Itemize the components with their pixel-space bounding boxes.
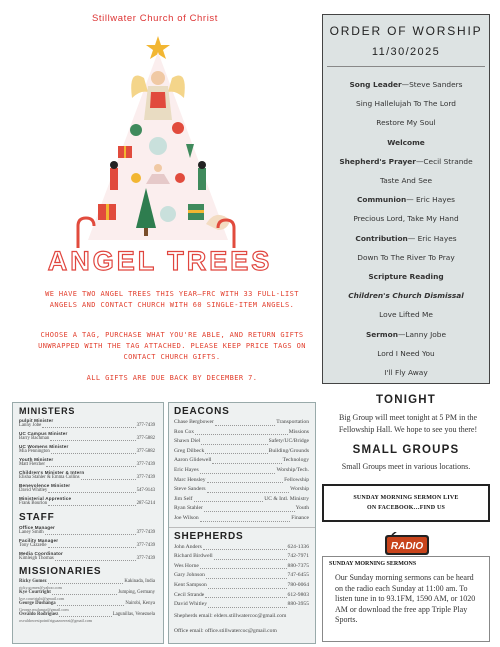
shepherd-row: Kent Sampson 780-0064 [174, 581, 309, 588]
minister-row: Frank Bourlon 287-5214 [19, 501, 155, 506]
worship-item: Welcome [387, 137, 425, 147]
deacon-row: Steve Sanders Worship [174, 486, 309, 493]
deacons-heading: DEACONS [174, 406, 230, 417]
divider [327, 66, 485, 67]
svg-text:RADIO: RADIO [390, 541, 424, 552]
staff-role: Facility Manager [19, 538, 59, 543]
worship-item: Love Lifted Me [379, 310, 433, 320]
office-email: Office email: office.stillwatercoc@gmail.com [174, 628, 277, 635]
minister-role: UC Campus Minister [19, 431, 68, 436]
order-of-worship-title: ORDER OF WORSHIP [329, 24, 483, 38]
deacon-row: Aaron Glidewell Technology [174, 457, 309, 464]
small-groups-heading: SMALL GROUPS [352, 444, 460, 456]
worship-item: Children's Church Dismissal [348, 291, 464, 301]
shepherd-row: Richard Birdwell 742-7971 [174, 553, 309, 560]
ministers-heading: MINISTERS [19, 406, 76, 416]
deacons-shepherds-panel [168, 402, 316, 644]
missionary-row: Ricky Gomez Kakinada, India [19, 579, 155, 584]
angel-trees-paragraph-1: WE HAVE TWO ANGEL TREES THIS YEAR—FRC WITH 33 FULL-LIST ANGELS AND CONTACT CHURCH WITH 60 SINGLE-ITEM ANGELS. [45, 290, 299, 309]
minister-role: Children's Minister & Intern [19, 470, 85, 475]
tonight-heading: TONIGHT [376, 394, 436, 406]
angel-trees-title: ANGEL TREES [47, 246, 273, 276]
minister-row: Matt Fletcher 377-7439 [19, 462, 155, 467]
worship-item: Scripture Reading [368, 272, 444, 282]
radio-sermon-box [322, 556, 490, 642]
minister-row: Barry Bachman 377-5882 [19, 436, 155, 441]
minister-role: Benevolence Minister [19, 483, 71, 488]
radio-sermon-text: Our Sunday morning sermons can be heard on the radio each Sunday at 11:00 am. To listen tune in to 93.1FM, 1590 AM, or 1020 AM or download the free app Triple Play Sports. [335, 573, 476, 624]
shepherd-row: John Anders 624-1336 [174, 543, 309, 550]
deacon-row: Shawn Diel Safety/UC/Bridge [174, 438, 309, 445]
small-groups-text: Small Groups meet in various locations. [341, 462, 471, 471]
minister-role: Youth Minister [19, 457, 54, 462]
ministers-staff-panel [12, 402, 164, 644]
deacon-row: Marc Hensley Fellowship [174, 476, 309, 483]
staff-row: Kimleigh Thomas 377-7439 [19, 556, 155, 561]
deacon-row: Ryan Stahler Youth [174, 505, 309, 512]
church-name: Stillwater Church of Christ [91, 13, 218, 24]
shepherd-row: David Whitley 880-3955 [174, 601, 309, 608]
worship-item: Sing Hallelujah To The Lord [356, 99, 456, 109]
staff-role: Office Manager [19, 525, 55, 530]
shepherds-email: Shepherds email: elders.stillwatercoc@gmail.com [174, 612, 287, 619]
shepherd-row: Gary Johnson 747-6455 [174, 572, 309, 579]
worship-item: Song Leader—Steve Sanders [349, 80, 463, 89]
minister-role: pulpit Minister [19, 418, 54, 423]
missionary-row: Osvaldo Rodriguez Lagunillas, Venezuela [19, 612, 155, 617]
staff-row: Laney Smith 377-7439 [19, 530, 155, 535]
facebook-live-line-2: ON FACEBOOK…FIND US [366, 505, 446, 511]
worship-item: I'll Fly Away [384, 368, 428, 378]
deacon-row: Chase Bergbower Transportation [174, 419, 309, 425]
angel-trees-paragraph-3: ALL GIFTS ARE DUE BACK BY DECEMBER 7. [86, 374, 258, 382]
missionary-email: ricky.gomez@yahoo.com [19, 585, 62, 590]
deacon-row: Greg Dilbeck Building/Grounds [174, 447, 309, 454]
facebook-live-box [322, 484, 490, 522]
missionary-email: kye.courtright@gmail.com [19, 596, 65, 601]
radio-sermon-heading: SUNDAY MORNING SERMONS [329, 561, 417, 567]
missionary-row: George Dushanga Nairobi, Kenya [19, 601, 155, 606]
missionary-email: George.mulunga@gmail.com [19, 607, 69, 612]
shepherd-row: Cecil Strande 612-9803 [174, 591, 309, 598]
shepherd-row: Wes Horne 880-7375 [174, 562, 309, 569]
staff-role: Media Coordinator [19, 551, 63, 556]
deacon-row: Ron Cox Missions [174, 428, 309, 435]
angel-tree-illustration [48, 28, 268, 256]
worship-item: Restore My Soul [376, 118, 436, 128]
minister-row: Lanny Jobe 377-7439 [19, 423, 155, 428]
worship-item: Down To The River To Pray [357, 252, 455, 262]
minister-role: UC Womens Minister [19, 444, 69, 449]
minister-row: David Whitley 547-9143 [19, 488, 155, 493]
worship-item: Contribution— Eric Hayes [355, 233, 457, 243]
deacon-row: Jim Self UC & Intl. Ministry [174, 495, 309, 502]
staff-heading: STAFF [19, 512, 55, 523]
worship-item: Lord I Need You [377, 348, 435, 358]
radio-logo-icon [382, 532, 432, 558]
tonight-text: Big Group will meet tonight at 5 PM in the Fellowship Hall. We hope to see you there! [338, 413, 478, 434]
staff-row: Tony Cazzelle 377-7439 [19, 543, 155, 548]
missionary-row: Kye Courtright Jumping, Germany [19, 590, 155, 595]
worship-item: Shepherd's Prayer—Cecil Strande [339, 156, 473, 166]
worship-date: 11/30/2025 [371, 46, 441, 58]
minister-role: Ministerial Apprentice [19, 496, 72, 501]
missionaries-heading: MISSIONARIES [19, 566, 102, 577]
minister-row: Mia Pennington 377-5882 [19, 449, 155, 454]
deacon-row: Joe Wilson Finance [174, 514, 309, 521]
worship-item: Taste And See [379, 176, 433, 186]
shepherds-heading: SHEPHERDS [174, 530, 244, 542]
worship-item: Sermon—Lanny Jobe [365, 329, 447, 339]
deacon-row: Eric Hayes Worship/Tech. [174, 466, 309, 473]
minister-row: Elisha Stahler & Emma Collins 377-7439 [19, 475, 155, 480]
worship-item: Precious Lord, Take My Hand [353, 214, 459, 224]
facebook-live-line-1: SUNDAY MORNING SERMON LIVE [353, 495, 459, 501]
worship-item: Communion— Eric Hayes [356, 195, 456, 205]
angel-trees-paragraph-2: CHOOSE A TAG, PURCHASE WHAT YOU'RE ABLE, AND RETURN GIFTS UNWRAPPED WITH THE TAG ATTACHED. PLEASE KEEP PRICE TAGS ON CONTACT CHURCH GIFTS. [38, 331, 306, 361]
order-of-worship-panel [322, 14, 490, 384]
missionary-email: osvaldowestpointfriguazoerezi@gmail.com [19, 618, 93, 623]
